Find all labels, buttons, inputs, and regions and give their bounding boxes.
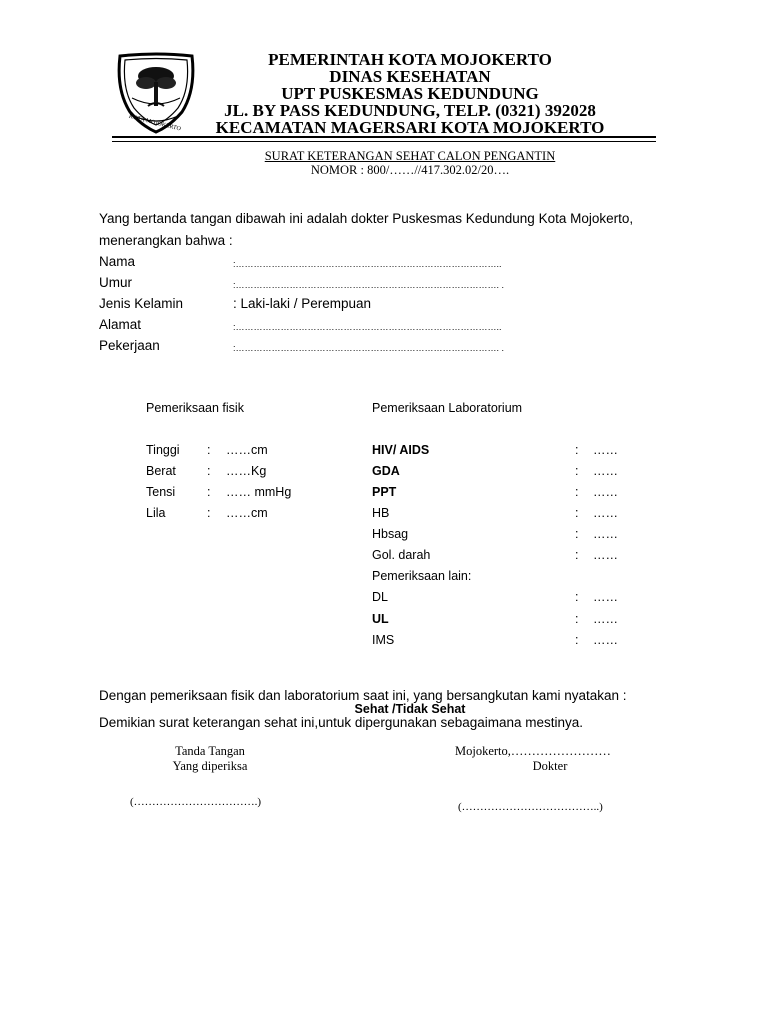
physical-label-height: Tinggi: [146, 443, 180, 457]
physical-value-arm-circumference[interactable]: ……cm: [226, 506, 268, 520]
field-label-occupation: Pekerjaan: [99, 338, 160, 353]
signature-left-heading: Tanda Tangan: [175, 744, 245, 758]
lab-label-dl: DL: [372, 590, 388, 604]
physical-label-arm-circumference: Lila: [146, 506, 166, 520]
lab-value-hb[interactable]: ……: [593, 506, 618, 520]
lab-colon-dl: :: [575, 590, 579, 604]
lab-label-blood-type: Gol. darah: [372, 548, 431, 562]
lab-colon-ims: :: [575, 633, 579, 647]
lab-colon-hb: :: [575, 506, 579, 520]
physical-exam-heading: Pemeriksaan fisik: [146, 401, 244, 415]
field-label-age: Umur: [99, 275, 132, 290]
physical-value-weight[interactable]: ……Kg: [226, 464, 267, 478]
intro-line-2: menerangkan bahwa :: [99, 233, 233, 248]
health-status-choice[interactable]: Sehat /Tidak Sehat: [354, 702, 466, 716]
conclusion-statement: Dengan pemeriksaan fisik dan laboratorium saat ini, yang bersangkutan kami nyatakan :: [99, 688, 627, 703]
lab-value-dl[interactable]: ……: [593, 590, 618, 604]
header-government: PEMERINTAH KOTA MOJOKERTO: [268, 50, 552, 69]
lab-value-ul[interactable]: ……: [593, 612, 618, 626]
physical-value-height[interactable]: ……cm: [226, 443, 268, 457]
physical-colon-blood-pressure: :: [207, 485, 211, 499]
physical-label-weight: Berat: [146, 464, 176, 478]
lab-value-ims[interactable]: ……: [593, 633, 618, 647]
lab-label-other-exams: Pemeriksaan lain:: [372, 569, 472, 583]
field-value-name[interactable]: :……………………………………………………………………………..: [233, 259, 502, 269]
lab-label-gda: GDA: [372, 464, 400, 478]
lab-exam-heading: Pemeriksaan Laboratorium: [372, 401, 523, 415]
header-rule-thick: [112, 136, 656, 138]
signature-place-date[interactable]: Mojokerto,……………………: [455, 744, 611, 758]
lab-value-gda[interactable]: ……: [593, 464, 618, 478]
physical-label-blood-pressure: Tensi: [146, 485, 176, 499]
lab-label-hbsag: Hbsag: [372, 527, 409, 541]
lab-colon-blood-type: :: [575, 548, 579, 562]
lab-label-ppt: PPT: [372, 485, 397, 499]
closing-statement: Demikian surat keterangan sehat ini,untuk dipergunakan sebagaimana mestinya.: [99, 715, 584, 730]
header-department: DINAS KESEHATAN: [329, 67, 491, 86]
physical-colon-weight: :: [207, 464, 211, 478]
field-value-age[interactable]: :……………………………………………………………………………. .: [233, 280, 505, 290]
lab-label-ims: IMS: [372, 633, 395, 647]
lab-colon-gda: :: [575, 464, 579, 478]
lab-label-ul: UL: [372, 612, 389, 626]
physical-colon-height: :: [207, 443, 211, 457]
signature-left-subheading: Yang diperiksa: [172, 759, 248, 773]
header-rule-thin: [112, 141, 656, 142]
lab-value-hbsag[interactable]: ……: [593, 527, 618, 541]
signature-left-blank[interactable]: (…………………………….): [130, 796, 262, 808]
field-label-address: Alamat: [99, 317, 142, 332]
lab-label-hb: HB: [372, 506, 390, 520]
field-label-name: Nama: [99, 254, 136, 269]
physical-value-blood-pressure[interactable]: …… mmHg: [226, 485, 292, 499]
lab-value-ppt[interactable]: ……: [593, 485, 618, 499]
lab-colon-ppt: :: [575, 485, 579, 499]
field-value-address[interactable]: :……………………………………………………………………………..: [233, 322, 502, 332]
signature-right-heading: Dokter: [532, 759, 568, 773]
physical-colon-arm-circumference: :: [207, 506, 211, 520]
document-number: NOMOR : 800/……//417.302.02/20….: [310, 163, 510, 177]
lab-colon-ul: :: [575, 612, 579, 626]
field-label-gender: Jenis Kelamin: [99, 296, 184, 311]
intro-line-1: Yang bertanda tangan dibawah ini adalah dokter Puskesmas Kedundung Kota Mojokerto,: [99, 211, 634, 226]
lab-value-blood-type[interactable]: ……: [593, 548, 618, 562]
lab-value-hiv[interactable]: ……: [593, 443, 618, 457]
header-address: JL. BY PASS KEDUNDUNG, TELP. (0321) 392028: [224, 101, 596, 120]
header-district: KECAMATAN MAGERSARI KOTA MOJOKERTO: [215, 118, 605, 137]
document-title-text: SURAT KETERANGAN SEHAT CALON PENGANTIN: [264, 149, 556, 163]
header-clinic: UPT PUSKESMAS KEDUNDUNG: [281, 84, 539, 103]
document-title: [160, 149, 660, 163]
field-value-gender[interactable]: : Laki-laki / Perempuan: [233, 296, 372, 311]
field-value-occupation[interactable]: :……………………………………………………………………………. .: [233, 343, 505, 353]
lab-colon-hiv: :: [575, 443, 579, 457]
lab-colon-hbsag: :: [575, 527, 579, 541]
signature-right-blank[interactable]: (………………………………..): [458, 801, 603, 813]
logo-ribbon-text: KOTA MOJOKERTO: [128, 113, 182, 133]
lab-label-hiv: HIV/ AIDS: [372, 443, 430, 457]
